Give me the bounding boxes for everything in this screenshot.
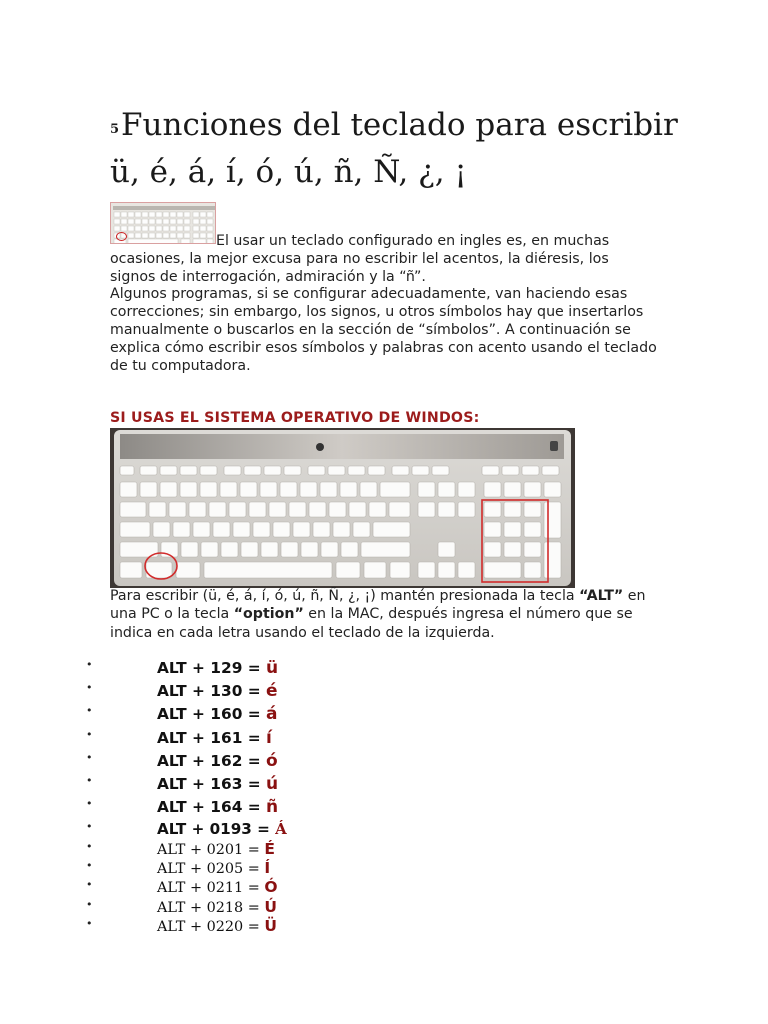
alt-code-text: ALT + 161 = í <box>157 727 272 748</box>
list-item <box>0 797 768 820</box>
accented-character: Ó <box>264 878 278 897</box>
list-item <box>0 728 768 751</box>
title-line-2: ü, é, á, í, ó, ú, ñ, Ñ, ¿, ¡ <box>110 154 467 190</box>
list-item <box>0 681 768 704</box>
section-heading: SI USAS EL SISTEMA OPERATIVO DE WINDOS: <box>110 410 480 426</box>
bullet-icon: • <box>86 750 93 764</box>
document-title <box>110 104 710 193</box>
alt-code-text: ALT + 164 = ñ <box>157 797 279 818</box>
alt-code-text: ALT + 0205 = Í <box>157 858 271 877</box>
list-item <box>0 840 768 859</box>
list-item <box>0 898 768 917</box>
intro-paragraph-1: El usar un teclado configurado en ingles es, en muchas ocasiones, la mejor excusa para no escribir lel acentos, la diéresis, los signos de interrogación, admiración y la “ñ”. <box>110 233 610 285</box>
list-item <box>0 878 768 897</box>
alt-code-text: ALT + 129 = ü <box>157 658 279 678</box>
alt-code-text: ALT + 0211 = Ó <box>157 878 278 897</box>
instructions-part-3: en la MAC, después ingresa el número que se indica en cada letra usando el teclado de la izquierda. <box>110 606 633 641</box>
alt-code-text: ALT + 0220 = Ü <box>157 916 278 935</box>
bullet-icon: • <box>86 704 93 718</box>
list-item <box>0 859 768 878</box>
title-line-1: Funciones del teclado para escribir <box>121 107 678 143</box>
bullet-icon: • <box>86 858 93 872</box>
alt-code-text: ALT + 163 = ú <box>157 773 279 794</box>
bullet-icon: • <box>86 897 93 911</box>
list-item <box>0 820 768 839</box>
accented-character: í <box>266 727 272 748</box>
keyboard-photo-image <box>110 428 575 588</box>
accented-character: á <box>266 704 278 725</box>
accented-character: ñ <box>266 797 279 818</box>
keyboard-photo-drawing <box>110 428 575 588</box>
bullet-icon: • <box>86 681 93 695</box>
bullet-icon: • <box>86 727 93 741</box>
bullet-icon: • <box>86 839 93 853</box>
alt-code-text: ALT + 0218 = Ú <box>157 897 278 916</box>
bullet-icon: • <box>86 797 93 811</box>
alt-key-label: “ALT” <box>579 588 624 604</box>
list-item <box>0 658 768 681</box>
list-item <box>0 774 768 797</box>
accented-character: Ú <box>264 897 278 916</box>
bullet-icon: • <box>86 658 93 671</box>
bullet-icon: • <box>86 773 93 787</box>
instructions-part-2: en una PC o la tecla <box>110 588 646 623</box>
bullet-icon: • <box>86 820 93 834</box>
instructions-paragraph <box>110 587 660 642</box>
alt-code-text: ALT + 162 = ó <box>157 750 278 771</box>
intro-paragraph-2: Algunos programas, si se configurar adecuadamente, van haciendo esas correcciones; sin embargo, los signos, u otros símbolos hay que insertarlos manualmente o buscarlos en la sección de “símbolos”. A continuación se explica cómo escribir esos símbolos y palabras con acento usando el teclado de tu computadora. <box>110 286 657 374</box>
accented-character: é <box>266 681 278 702</box>
accented-character: ú <box>266 773 279 794</box>
bullet-icon: • <box>86 916 93 930</box>
accented-character: Í <box>264 858 271 877</box>
alt-code-text: ALT + 0193 = Á <box>157 820 287 839</box>
accented-character: ó <box>266 750 278 771</box>
alt-code-text: ALT + 160 = á <box>157 704 278 725</box>
list-item <box>0 704 768 727</box>
accented-character: É <box>264 839 276 858</box>
alt-code-text: ALT + 0201 = É <box>157 839 276 858</box>
title-number: 5 <box>110 122 120 137</box>
accented-character: Á <box>275 820 287 839</box>
instructions-part-1: Para escribir (ü, é, á, í, ó, ú, ñ, Ñ, ¿, ¡) mantén presionada la tecla <box>110 588 580 604</box>
list-item <box>0 751 768 774</box>
list-item <box>0 917 768 936</box>
option-key-label: “option” <box>233 606 304 623</box>
alt-code-text: ALT + 130 = é <box>157 681 278 702</box>
accented-character: Ü <box>264 916 278 935</box>
intro-text <box>110 233 658 375</box>
bullet-icon: • <box>86 878 93 892</box>
accented-character: ü <box>266 658 279 678</box>
alt-codes-list <box>0 658 768 936</box>
